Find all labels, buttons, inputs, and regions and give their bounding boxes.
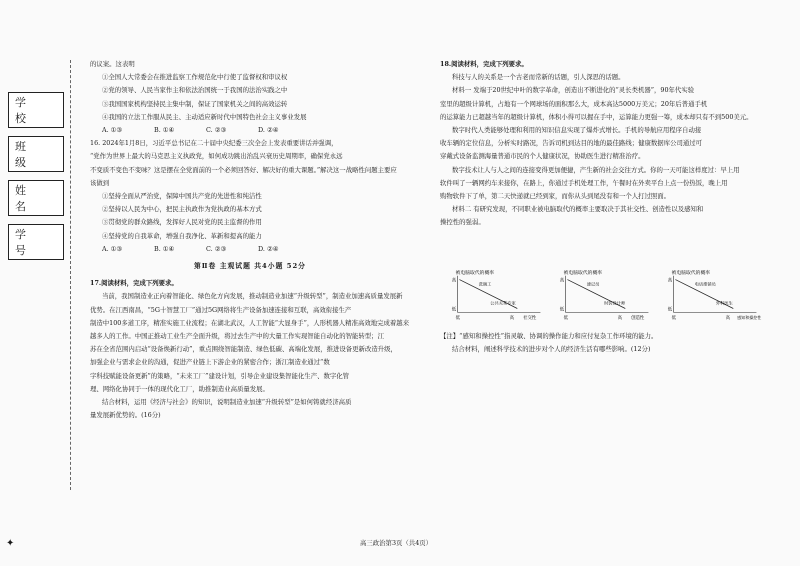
material-1: 数字时代人类能够处理和利用的知识信息实现了爆炸式增长。手机的导航应用程序自动接: [452, 126, 702, 135]
chart-title: 被电脑取代的概率: [563, 270, 603, 276]
axis-label: 感知和操控性: [737, 315, 762, 321]
q16-text: 16. 2024年1月8日，习近平总书记在二十届中央纪委三次全会上发表重要讲话并强调，: [90, 139, 338, 148]
q17-body: 优势。在江西南昌，“5G十智慧工厂”通过5G网络将生产设备加速连接和互联，高效衔接生产: [90, 305, 352, 314]
choice-a: A. ①③: [102, 126, 123, 135]
q16-text: 该做到: [90, 178, 110, 187]
q18-intro: 科技与人的关系是一个古老而常新的话题，引人深思的话题。: [452, 73, 625, 82]
job-label: 电话推销员: [694, 281, 716, 287]
q15-option: ④我国的立法工作服从民主、主动适应新时代中国特色社会主义事业发展: [102, 112, 307, 121]
q17-body: 当前，我国制造业正向着智能化、绿色化方向发展，推动制造业加速“升级转型”，制造业加速高质量发展新: [102, 292, 403, 301]
q17-body: 越多人的工作。中国正推动工业生产全面升级，将过去生产中的大量工作实现智能自动化的智能转型；江: [90, 332, 384, 341]
q15-option: ②党的领导、人民当家作主和依法治国统一于我国的法治实践之中: [102, 86, 288, 95]
material-1: 数字技术让人与人之间的连接变得更加便捷，产生新的社会交往方式。你的一天可能这样度过：早上用: [452, 165, 740, 174]
material-1: 软件叫了一辆网约车来接你，在路上，你通过手机处理工作，午餐时在外卖平台上点一份热饭，晚上用: [440, 178, 728, 187]
job-label: 速记员: [586, 281, 600, 287]
q16-text: “党作为世界上最大的马克思主义执政党，如何成功跳出治乱兴衰历史周期率，确保党永远: [90, 152, 343, 161]
material-1: 购物软件下了单，第二天快递就已经到家，而你从头到尾没有和一个人打过照面。: [440, 192, 671, 201]
choice-a: A. ①③: [102, 244, 123, 253]
probability-charts: [448, 268, 778, 324]
material-2: 操控性的强弱。: [440, 218, 485, 227]
page-footer: 高三政治第3页（共4页）: [360, 539, 433, 547]
material-1: 穿戴式设备监测海量普通市民的个人健康状况，协助医生进行精准治疗。: [440, 152, 645, 161]
choice-d: D. ②④: [258, 126, 279, 135]
section-title: 第Ⅱ卷 主观试题 共4小题 52分: [194, 262, 306, 271]
q17-heading: 17.阅读材料，完成下列要求。: [90, 279, 178, 288]
q15-option: ③我国国家机构坚持民主集中制，保证了国家机关之间的高效运转: [102, 99, 288, 108]
level-high: 高: [667, 278, 673, 284]
choice-b: B. ①④: [154, 126, 175, 135]
q15-option: ①全国人大常委会在推进监察工作规范化中行使了监督权和审议权: [102, 73, 288, 82]
material-1: 收车辆的定位信息，分析实时路况，告诉司机到达目的地的最佳路线；健康数据库公司通过可: [440, 139, 703, 148]
axis-low: 低: [563, 316, 569, 322]
material-2: 材料二 有研究发现，不同职业被电脑取代的概率主要取决于其社交性、创造性以及感知和: [452, 205, 704, 214]
q15-choices: [90, 124, 410, 137]
left-column: [90, 58, 410, 422]
q15-tail: 的议案。这表明: [90, 60, 135, 68]
right-column-bottom: [440, 330, 770, 356]
chart-creativity: [556, 268, 656, 322]
level-low: 低: [667, 307, 673, 313]
q18-task: 结合材料，阐述科学技术的进步对个人的经济生活有哪些影响。(12分): [452, 345, 651, 354]
student-info-seal: [8, 92, 64, 264]
q17-body: 苏在全省范围内启动“设备焕新行动”，重点围绕智能制造、绿色低碳、高端化发展，推进设备更新改造升级，: [90, 345, 397, 354]
choice-d: D. ②④: [258, 244, 279, 253]
q17-task: 量发展新优势的。(16分): [90, 411, 161, 420]
material-1: 的运算能力已超越当年的超级计算机，体积小得可以握在手中，运算能力更强一筹，成本却只有不到500美元。: [440, 112, 753, 121]
material-1: 室里的超级计算机，占地有一个网球场的面积那么大，成本高达5000万美元；20年后普通手机: [440, 99, 708, 108]
material-1: 材料一 发端于20世纪中叶的数字革命，创造出不断进化的“灵长类机器”，90年代实验: [452, 86, 695, 95]
seal-cut-line: [70, 60, 72, 490]
level-high: 高: [451, 278, 457, 284]
seal-name: 姓 名: [8, 180, 64, 216]
q17-task: 结合材料，运用《经济与社会》的知识，说明制造业加速“升级转型”是如何铸就经济高质: [102, 398, 352, 407]
choice-b: B. ①④: [154, 244, 175, 253]
axis-high: 高: [509, 316, 515, 322]
registration-mark-icon: ✦: [6, 538, 15, 549]
axis-low: 低: [455, 316, 461, 322]
job-label: 时装设计师: [604, 300, 626, 306]
job-label: 洗碗工: [478, 281, 492, 287]
q16-option: ①坚持全面从严治党，保障中国共产党的先进性和纯洁性: [102, 192, 262, 201]
chart-title: 被电脑取代的概率: [671, 270, 711, 276]
chart-title: 被电脑取代的概率: [455, 270, 495, 276]
seal-number: 学 号: [8, 224, 64, 260]
note: 【注】“感知和操控性”指灵敏、协调的操作能力和应付复杂工作环境的能力。: [440, 332, 658, 340]
right-column: [440, 58, 770, 230]
level-low: 低: [451, 307, 457, 313]
q17-body: 制造中100多道工序，精准实施工业流程；在湖北武汉，人工智能“大显身手”，人形机器人精准高效地完成着越来: [90, 318, 410, 327]
q17-body: 理、网络化协同于一体的现代化工厂，助推制造业高质量发展。: [90, 384, 269, 393]
job-label: 外科医生: [715, 300, 733, 306]
q16-option: ②坚持以人民为中心，把民主执政作为党执政的基本方式: [102, 205, 262, 214]
q16-option: ④坚持党的自我革命，增强自我净化、革新和提高的能力: [102, 231, 262, 240]
seal-class: 班 级: [8, 136, 64, 172]
q17-body: 字科技赋能设备更新”的策略，“未来工厂”建设计划，引导企业建设集智能化生产、数字化管: [90, 371, 350, 380]
axis-label: 创造性: [631, 316, 645, 322]
q16-text: 不变质不变色不变味？这是摆在全党面前的一个必须回答好、解决好的重大课题。”解决这一战略性问题主要应: [90, 165, 397, 174]
q16-option: ③贯彻党的群众路线，发挥好人民对党的民主监督的作用: [102, 218, 262, 227]
q18-heading: 18.阅读材料，完成下列要求。: [440, 60, 528, 68]
choice-c: C. ②③: [206, 244, 227, 253]
chart-perception: [664, 268, 764, 322]
axis-high: 高: [725, 316, 731, 322]
level-low: 低: [559, 307, 565, 313]
choice-c: C. ②③: [206, 126, 227, 135]
seal-school: 学 校: [8, 92, 64, 128]
axis-label: 社交性: [523, 316, 537, 322]
job-label: 公共关系专家: [490, 300, 516, 306]
axis-high: 高: [617, 316, 623, 322]
level-high: 高: [559, 278, 565, 284]
chart-sociality: [448, 268, 548, 322]
q17-body: 加强企业与需求企业的沟通，促进产业链上下游企业的紧密合作；浙江制造业通过“数: [90, 358, 330, 367]
q16-choices: [90, 243, 410, 256]
axis-low: 低: [671, 316, 677, 322]
